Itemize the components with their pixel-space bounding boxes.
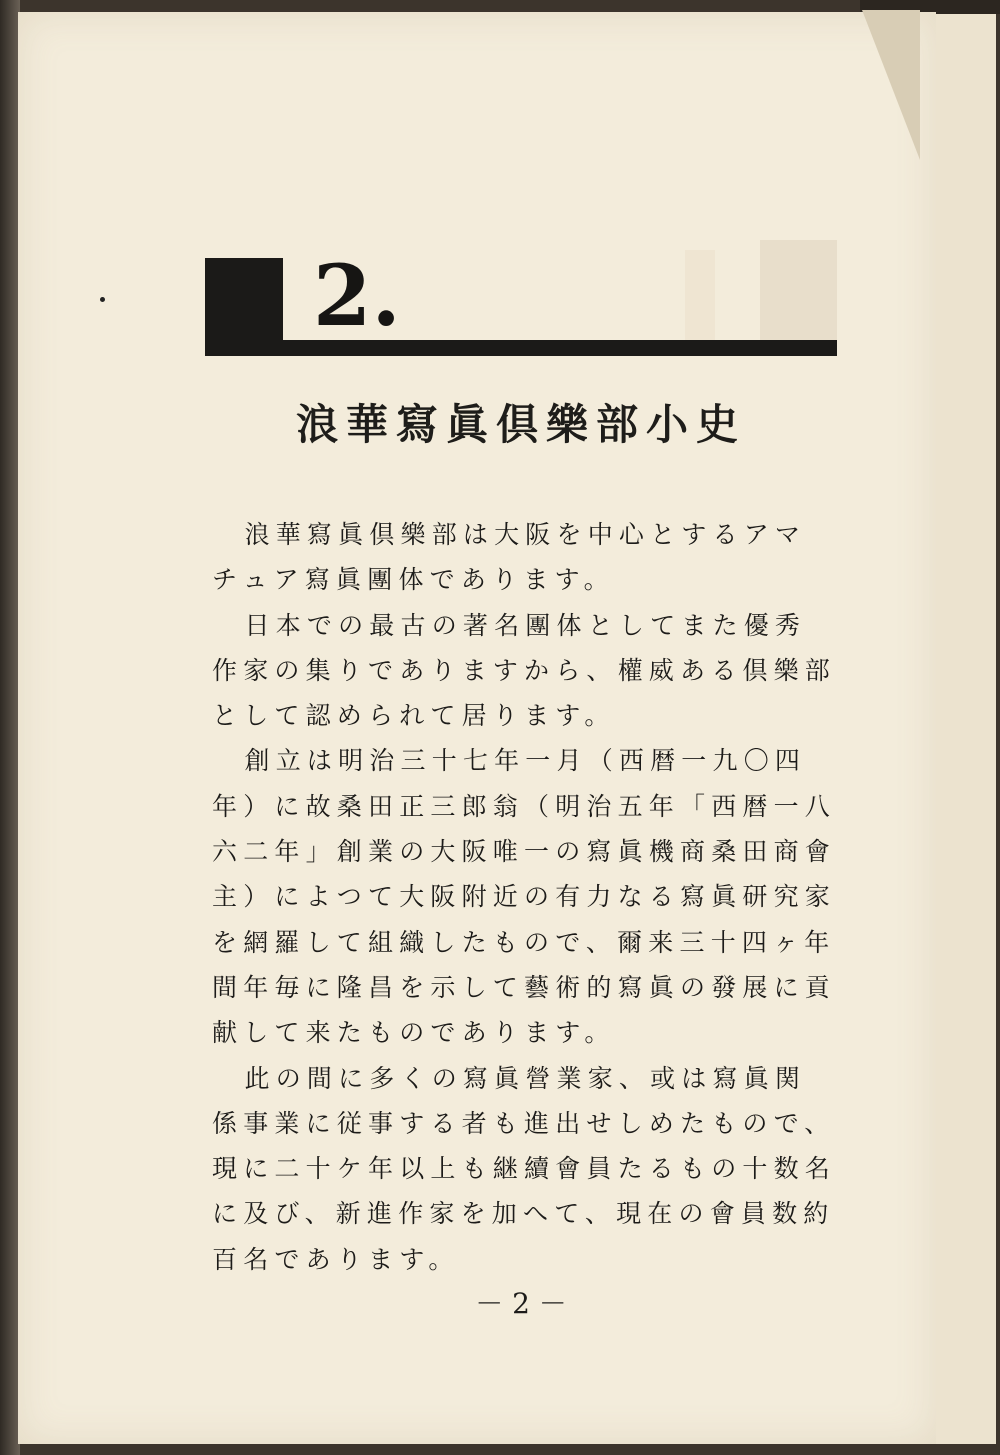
paragraph: 日本での最古の著名團体としてまた優秀作家の集りでありますから、權威ある倶樂部として認められて居ります。 xyxy=(212,610,837,731)
page-title: 浪華寫眞倶樂部小史 xyxy=(295,400,746,449)
paragraph: 浪華寫眞倶樂部は大阪を中心とするアマチュア寫眞團体であります。 xyxy=(212,520,807,595)
body-text xyxy=(212,512,836,1282)
page-number: － 2 － xyxy=(475,1287,567,1320)
bleed-through-block xyxy=(760,240,837,340)
ink-dot xyxy=(100,297,105,302)
book-spine-edge xyxy=(0,0,20,1455)
bleed-through-mark xyxy=(685,250,715,340)
chapter-number: 2. xyxy=(313,246,401,345)
paragraph: 此の間に多くの寫眞營業家、或は寫眞関係事業に従事する者も進出せしめたもので、現に二十ケ年以上も継續會員たるもの十数名に及び、新進作家を加へて、現在の會員数約百名であります。 xyxy=(212,1063,837,1274)
paragraph: 創立は明治三十七年一月（西暦一九〇四年）に故桑田正三郎翁（明治五年「西暦一八六二年」創業の大阪唯一の寫眞機商桑田商會主）によつて大阪附近の有力なる寫眞研究家を網羅して組織したもので、爾来三十四ヶ年間年毎に隆昌を示して藝術的寫眞の發展に貢献して来たものであります。 xyxy=(212,746,837,1048)
chapter-rule xyxy=(205,340,837,356)
chapter-header xyxy=(205,240,837,356)
folded-corner xyxy=(862,10,920,160)
